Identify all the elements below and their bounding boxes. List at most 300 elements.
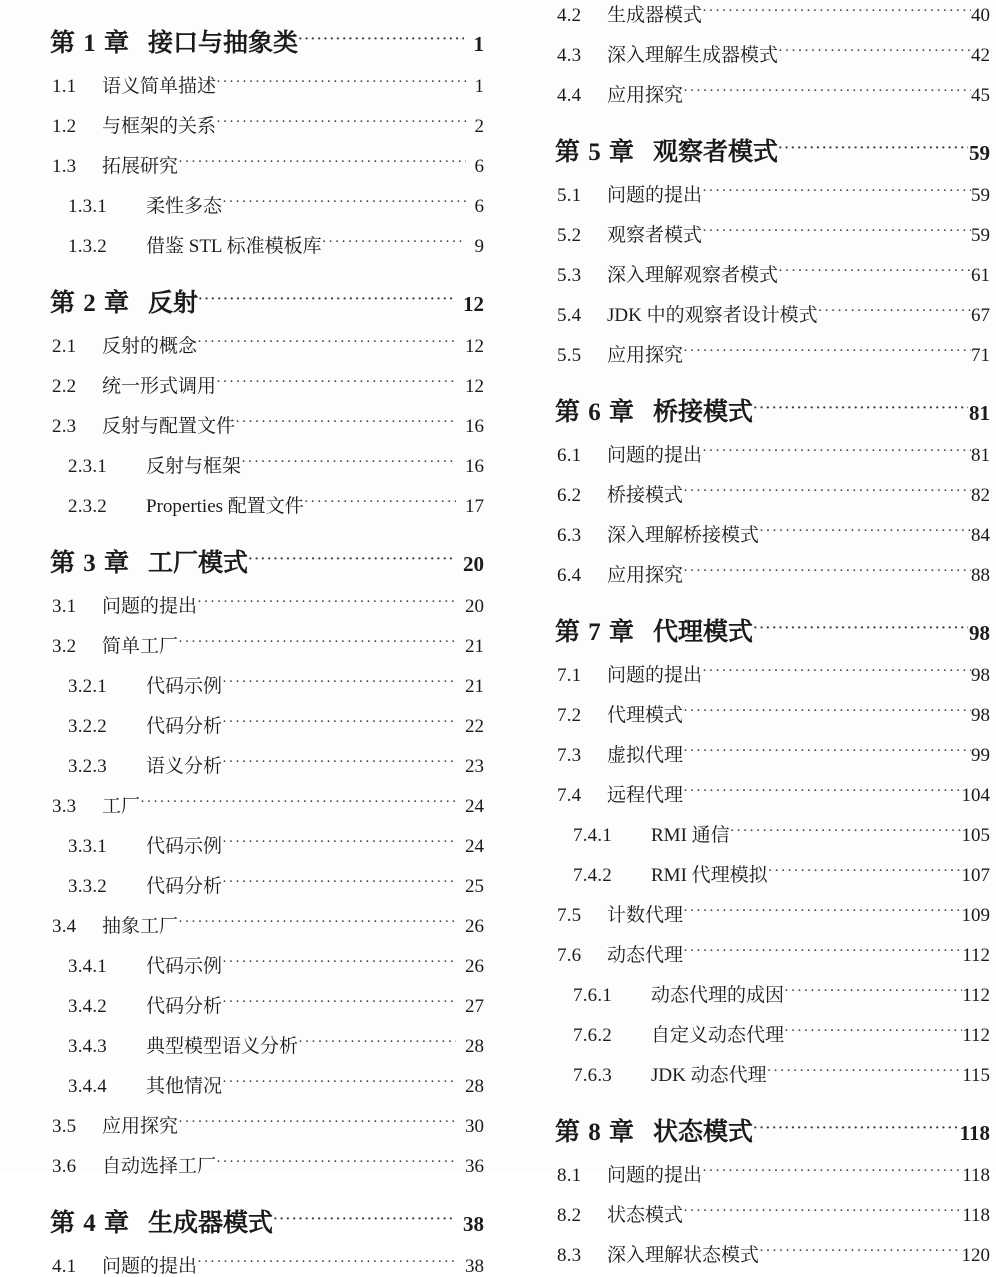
toc-chapter-row[interactable] xyxy=(555,135,990,165)
toc-entry-title: 反射与配置文件 xyxy=(102,416,236,437)
toc-entry-title: 柔性多态 xyxy=(146,196,223,217)
toc-page-number: 61 xyxy=(971,265,990,286)
toc-entry-title: Properties 配置文件 xyxy=(146,496,304,517)
toc-entry-title: 桥接模式 xyxy=(653,399,754,426)
toc-entry-title: 代码分析 xyxy=(146,876,223,897)
toc-entry-number: 3.4.3 xyxy=(68,1036,107,1057)
toc-page-number: 98 xyxy=(969,621,990,645)
toc-dot-leader xyxy=(197,1253,456,1272)
toc-entry-number: 3.6 xyxy=(52,1156,77,1177)
toc-entry-row[interactable] xyxy=(50,1073,484,1096)
toc-entry-row[interactable] xyxy=(50,833,484,856)
toc-page-number: 112 xyxy=(962,1025,990,1046)
toc-dot-leader xyxy=(222,833,456,852)
toc-entry-row[interactable] xyxy=(555,942,990,965)
toc-page-number: 16 xyxy=(465,416,484,437)
toc-entry-number: 3.4.1 xyxy=(68,956,107,977)
toc-dot-leader xyxy=(241,453,456,472)
toc-dot-leader xyxy=(778,42,971,61)
toc-entry-title: 代理模式 xyxy=(607,705,684,726)
toc-entry-number: 4.3 xyxy=(557,45,582,66)
toc-entry-number: 2.3 xyxy=(52,416,77,437)
toc-page-number: 99 xyxy=(971,745,990,766)
toc-entry-title: 问题的提出 xyxy=(607,185,703,206)
toc-entry-title: 拓展研究 xyxy=(102,156,179,177)
toc-entry-number: 7.3 xyxy=(557,745,582,766)
toc-page-number: 104 xyxy=(961,785,990,806)
toc-dot-leader xyxy=(198,286,453,311)
toc-entry-row[interactable] xyxy=(555,1062,990,1085)
toc-dot-leader xyxy=(216,113,465,132)
toc-entry-title: 深入理解桥接模式 xyxy=(607,525,760,546)
toc-page-number: 36 xyxy=(465,1156,484,1177)
toc-entry-row[interactable] xyxy=(555,42,990,65)
toc-entry-number: 7.5 xyxy=(557,905,582,926)
toc-dot-leader xyxy=(702,662,971,681)
toc-entry-title: 代码分析 xyxy=(146,996,223,1017)
toc-dot-leader xyxy=(197,333,456,352)
toc-page-number: 98 xyxy=(971,665,990,686)
toc-entry-number: 第 8 章 xyxy=(555,1119,636,1146)
toc-page-number: 118 xyxy=(959,1121,990,1145)
toc-chapter-row[interactable] xyxy=(555,1115,990,1145)
toc-entry-number: 2.3.2 xyxy=(68,496,107,517)
toc-entry-row[interactable] xyxy=(555,1162,990,1185)
toc-entry-number: 4.4 xyxy=(557,85,582,106)
toc-entry-row[interactable] xyxy=(50,993,484,1016)
toc-page-number: 45 xyxy=(971,85,990,106)
toc-dot-leader xyxy=(222,1073,456,1092)
toc-page-number: 109 xyxy=(961,905,990,926)
toc-dot-leader xyxy=(216,1153,456,1172)
toc-column-right xyxy=(500,0,996,1266)
toc-entry-row[interactable] xyxy=(555,562,990,585)
toc-dot-leader xyxy=(702,2,971,21)
toc-entry-title: 工厂 xyxy=(102,796,141,817)
toc-entry-row[interactable] xyxy=(50,593,484,616)
toc-page-number: 9 xyxy=(474,236,484,257)
toc-entry-row[interactable] xyxy=(50,1253,484,1276)
toc-entry-title: JDK 中的观察者设计模式 xyxy=(607,305,818,326)
toc-page-number: 118 xyxy=(962,1165,990,1186)
toc-dot-leader xyxy=(222,993,456,1012)
toc-dot-leader xyxy=(778,135,968,160)
toc-entry-title: 远程代理 xyxy=(607,785,684,806)
toc-page-number: 1 xyxy=(474,76,484,97)
toc-entry-number: 7.4 xyxy=(557,785,582,806)
toc-dot-leader xyxy=(784,1022,962,1041)
toc-entry-row[interactable] xyxy=(50,1113,484,1136)
toc-dot-leader xyxy=(702,1162,962,1181)
toc-dot-leader xyxy=(235,413,456,432)
toc-chapter-row[interactable] xyxy=(50,26,484,56)
toc-entry-title: 应用探究 xyxy=(607,565,684,586)
toc-page-number: 25 xyxy=(465,876,484,897)
toc-entry-row[interactable] xyxy=(555,262,990,285)
toc-page-number: 20 xyxy=(465,596,484,617)
toc-dot-leader xyxy=(178,1113,456,1132)
toc-dot-leader xyxy=(222,873,456,892)
toc-entry-title: 生成器模式 xyxy=(607,5,703,26)
toc-entry-title: 问题的提出 xyxy=(102,596,198,617)
toc-entry-number: 第 6 章 xyxy=(555,399,636,426)
toc-dot-leader xyxy=(304,493,456,512)
toc-entry-title: 动态代理 xyxy=(607,945,684,966)
toc-entry-row[interactable] xyxy=(555,1202,990,1225)
toc-entry-number: 3.2.3 xyxy=(68,756,107,777)
toc-dot-leader xyxy=(753,1115,959,1140)
toc-page-number: 23 xyxy=(465,756,484,777)
toc-dot-leader xyxy=(298,26,463,51)
toc-entry-title: 接口与抽象类 xyxy=(148,30,299,57)
toc-entry-title: 生成器模式 xyxy=(148,1210,274,1237)
toc-page-number: 27 xyxy=(465,996,484,1017)
toc-dot-leader xyxy=(216,73,465,92)
toc-page-number: 67 xyxy=(971,305,990,326)
toc-page-number: 20 xyxy=(463,552,484,576)
toc-entry-title: 问题的提出 xyxy=(607,1165,703,1186)
toc-entry-row[interactable] xyxy=(555,742,990,765)
toc-entry-number: 3.3.2 xyxy=(68,876,107,897)
toc-entry-title: 观察者模式 xyxy=(653,139,779,166)
toc-page-number: 22 xyxy=(465,716,484,737)
toc-page-number: 112 xyxy=(962,985,990,1006)
toc-entry-number: 7.6 xyxy=(557,945,582,966)
toc-entry-title: 反射的概念 xyxy=(102,336,198,357)
toc-entry-title: 桥接模式 xyxy=(607,485,684,506)
toc-dot-leader xyxy=(222,713,456,732)
toc-dot-leader xyxy=(197,593,456,612)
toc-page-number: 112 xyxy=(962,945,990,966)
toc-page-number: 12 xyxy=(463,292,484,316)
toc-entry-row[interactable] xyxy=(50,413,484,436)
toc-entry-title: 抽象工厂 xyxy=(102,916,179,937)
toc-page-number: 88 xyxy=(971,565,990,586)
toc-dot-leader xyxy=(702,182,971,201)
toc-entry-title: 深入理解生成器模式 xyxy=(607,45,779,66)
toc-entry-row[interactable] xyxy=(555,982,990,1005)
toc-entry-number: 3.5 xyxy=(52,1116,77,1137)
toc-entry-number: 5.1 xyxy=(557,185,582,206)
toc-entry-title: 应用探究 xyxy=(607,345,684,366)
toc-entry-number: 5.4 xyxy=(557,305,582,326)
toc-entry-row[interactable] xyxy=(50,793,484,816)
toc-entry-row[interactable] xyxy=(50,713,484,736)
toc-page-number: 6 xyxy=(474,156,484,177)
toc-dot-leader xyxy=(683,482,971,501)
toc-entry-title: 问题的提出 xyxy=(102,1256,198,1277)
toc-entry-title: 代码分析 xyxy=(146,716,223,737)
toc-page-number: 71 xyxy=(971,345,990,366)
toc-entry-number: 1.3.2 xyxy=(68,236,107,257)
toc-entry-number: 6.2 xyxy=(557,485,582,506)
toc-dot-leader xyxy=(178,153,465,172)
toc-page-number: 38 xyxy=(463,1212,484,1236)
toc-entry-row[interactable] xyxy=(50,73,484,96)
toc-entry-number: 3.3 xyxy=(52,796,77,817)
toc-entry-number: 7.4.1 xyxy=(573,825,612,846)
toc-page-number: 17 xyxy=(465,496,484,517)
toc-entry-number: 5.5 xyxy=(557,345,582,366)
toc-dot-leader xyxy=(702,222,971,241)
toc-dot-leader xyxy=(140,793,456,812)
toc-entry-row[interactable] xyxy=(50,953,484,976)
toc-entry-number: 4.2 xyxy=(557,5,582,26)
toc-entry-number: 7.6.2 xyxy=(573,1025,612,1046)
toc-entry-number: 7.6.1 xyxy=(573,985,612,1006)
toc-dot-leader xyxy=(778,262,971,281)
toc-entry-title: 虚拟代理 xyxy=(607,745,684,766)
toc-entry-title: 应用探究 xyxy=(102,1116,179,1137)
toc-entry-number: 第 1 章 xyxy=(50,30,131,57)
toc-entry-row[interactable] xyxy=(50,1033,484,1056)
toc-entry-number: 8.3 xyxy=(557,1245,582,1266)
toc-dot-leader xyxy=(683,562,971,581)
toc-entry-number: 1.1 xyxy=(52,76,77,97)
toc-dot-leader xyxy=(683,1202,962,1221)
toc-entry-row[interactable] xyxy=(555,902,990,925)
toc-dot-leader xyxy=(683,702,971,721)
toc-dot-leader xyxy=(768,862,962,881)
toc-entry-number: 3.2 xyxy=(52,636,77,657)
toc-entry-title: 语义分析 xyxy=(146,756,223,777)
toc-entry-title: JDK 动态代理 xyxy=(651,1065,767,1086)
toc-entry-title: 自动选择工厂 xyxy=(102,1156,217,1177)
toc-page-number: 59 xyxy=(969,141,990,165)
toc-page-number: 105 xyxy=(961,825,990,846)
toc-dot-leader xyxy=(767,1062,963,1081)
toc-entry-row[interactable] xyxy=(50,753,484,776)
toc-entry-number: 1.3 xyxy=(52,156,77,177)
toc-dot-leader xyxy=(683,82,971,101)
toc-entry-row[interactable] xyxy=(555,342,990,365)
toc-page-number: 30 xyxy=(465,1116,484,1137)
toc-page-number: 115 xyxy=(962,1065,990,1086)
toc-entry-title: 代码示例 xyxy=(146,836,223,857)
toc-entry-row[interactable] xyxy=(555,662,990,685)
toc-entry-number: 7.1 xyxy=(557,665,582,686)
toc-entry-title: 应用探究 xyxy=(607,85,684,106)
toc-entry-title: 与框架的关系 xyxy=(102,116,217,137)
toc-entry-number: 3.2.1 xyxy=(68,676,107,697)
toc-entry-number: 3.1 xyxy=(52,596,77,617)
toc-page-number: 120 xyxy=(961,1245,990,1266)
toc-dot-leader xyxy=(683,342,971,361)
toc-dot-leader xyxy=(298,1033,456,1052)
toc-page-number: 28 xyxy=(465,1036,484,1057)
toc-entry-title: 工厂模式 xyxy=(148,550,249,577)
toc-dot-leader xyxy=(759,1242,961,1261)
toc-page-number: 81 xyxy=(969,401,990,425)
toc-entry-row[interactable] xyxy=(50,233,484,256)
toc-dot-leader xyxy=(248,546,453,571)
toc-entry-number: 5.2 xyxy=(557,225,582,246)
toc-entry-title: 代码示例 xyxy=(146,676,223,697)
toc-entry-row[interactable] xyxy=(50,193,484,216)
toc-entry-row[interactable] xyxy=(50,153,484,176)
toc-entry-row[interactable] xyxy=(555,222,990,245)
toc-entry-number: 6.1 xyxy=(557,445,582,466)
toc-entry-row[interactable] xyxy=(555,442,990,465)
toc-entry-number: 4.1 xyxy=(52,1256,77,1277)
toc-entry-number: 8.2 xyxy=(557,1205,582,1226)
toc-entry-number: 7.2 xyxy=(557,705,582,726)
toc-dot-leader xyxy=(273,1206,453,1231)
toc-entry-number: 2.2 xyxy=(52,376,77,397)
toc-page-number: 84 xyxy=(971,525,990,546)
toc-entry-title: 观察者模式 xyxy=(607,225,703,246)
toc-page-number: 6 xyxy=(474,196,484,217)
toc-page-number: 38 xyxy=(465,1256,484,1277)
toc-dot-leader xyxy=(222,753,456,772)
toc-entry-title: 动态代理的成因 xyxy=(651,985,785,1006)
toc-entry-title: 反射与框架 xyxy=(146,456,242,477)
toc-dot-leader xyxy=(818,302,971,321)
toc-entry-number: 第 5 章 xyxy=(555,139,636,166)
toc-page-number: 26 xyxy=(465,956,484,977)
toc-page-number: 24 xyxy=(465,796,484,817)
toc-chapter-row[interactable] xyxy=(555,615,990,645)
toc-entry-row[interactable] xyxy=(50,633,484,656)
toc-page-number: 40 xyxy=(971,5,990,26)
toc-entry-row[interactable] xyxy=(555,1242,990,1265)
toc-entry-row[interactable] xyxy=(555,2,990,25)
toc-page-number: 59 xyxy=(971,185,990,206)
toc-entry-title: 反射 xyxy=(148,290,199,317)
toc-entry-row[interactable] xyxy=(50,373,484,396)
toc-entry-number: 第 3 章 xyxy=(50,550,131,577)
toc-dot-leader xyxy=(759,522,971,541)
toc-dot-leader xyxy=(784,982,962,1001)
toc-chapter-row[interactable] xyxy=(50,286,484,316)
toc-entry-number: 2.3.1 xyxy=(68,456,107,477)
toc-entry-number: 1.3.1 xyxy=(68,196,107,217)
toc-entry-title: 代码示例 xyxy=(146,956,223,977)
toc-entry-row[interactable] xyxy=(555,862,990,885)
toc-dot-leader xyxy=(222,673,456,692)
toc-entry-number: 第 2 章 xyxy=(50,290,131,317)
toc-entry-row[interactable] xyxy=(555,482,990,505)
toc-entry-number: 3.2.2 xyxy=(68,716,107,737)
toc-dot-leader xyxy=(683,942,962,961)
toc-entry-row[interactable] xyxy=(50,673,484,696)
toc-page-number: 21 xyxy=(465,676,484,697)
toc-page-number: 107 xyxy=(961,865,990,886)
toc-entry-row[interactable] xyxy=(50,913,484,936)
toc-entry-number: 5.3 xyxy=(557,265,582,286)
toc-entry-number: 6.4 xyxy=(557,565,582,586)
toc-entry-row[interactable] xyxy=(555,1022,990,1045)
toc-entry-row[interactable] xyxy=(555,302,990,325)
toc-entry-title: 问题的提出 xyxy=(607,445,703,466)
toc-entry-number: 第 4 章 xyxy=(50,1210,131,1237)
toc-page-number: 59 xyxy=(971,225,990,246)
toc-entry-title: 统一形式调用 xyxy=(102,376,217,397)
toc-dot-leader xyxy=(702,442,971,461)
toc-dot-leader xyxy=(683,742,971,761)
toc-entry-number: 2.1 xyxy=(52,336,77,357)
toc-dot-leader xyxy=(753,395,968,420)
toc-page-number: 81 xyxy=(971,445,990,466)
toc-dot-leader xyxy=(683,782,961,801)
toc-entry-row[interactable] xyxy=(50,493,484,516)
toc-entry-row[interactable] xyxy=(50,873,484,896)
toc-entry-number: 3.3.1 xyxy=(68,836,107,857)
toc-page-number: 24 xyxy=(465,836,484,857)
toc-page-number: 2 xyxy=(474,116,484,137)
toc-entry-title: 简单工厂 xyxy=(102,636,179,657)
toc-entry-row[interactable] xyxy=(555,702,990,725)
toc-page-number: 12 xyxy=(465,376,484,397)
toc-page-number: 1 xyxy=(473,32,484,56)
toc-dot-leader xyxy=(222,953,456,972)
toc-dot-leader xyxy=(216,373,456,392)
toc-page-number: 21 xyxy=(465,636,484,657)
toc-entry-title: 深入理解状态模式 xyxy=(607,1245,760,1266)
toc-entry-title: 其他情况 xyxy=(146,1076,223,1097)
toc-entry-title: 状态模式 xyxy=(653,1119,754,1146)
toc-entry-row[interactable] xyxy=(555,82,990,105)
toc-dot-leader xyxy=(753,615,968,640)
toc-page-number: 26 xyxy=(465,916,484,937)
toc-page-number: 12 xyxy=(465,336,484,357)
toc-entry-number: 3.4.2 xyxy=(68,996,107,1017)
toc-entry-row[interactable] xyxy=(555,782,990,805)
toc-chapter-row[interactable] xyxy=(50,546,484,576)
toc-entry-title: 典型模型语义分析 xyxy=(146,1036,299,1057)
toc-chapter-row[interactable] xyxy=(50,1206,484,1236)
toc-page-number: 118 xyxy=(962,1205,990,1226)
toc-dot-leader xyxy=(683,902,961,921)
toc-dot-leader xyxy=(730,822,962,841)
toc-dot-leader xyxy=(322,233,466,252)
toc-dot-leader xyxy=(178,913,456,932)
toc-entry-number: 3.4.4 xyxy=(68,1076,107,1097)
toc-entry-title: 状态模式 xyxy=(607,1205,684,1226)
toc-entry-row[interactable] xyxy=(50,113,484,136)
toc-entry-number: 6.3 xyxy=(557,525,582,546)
toc-entry-title: 语义简单描述 xyxy=(102,76,217,97)
toc-entry-title: RMI 代理模拟 xyxy=(651,865,768,886)
toc-page-number: 42 xyxy=(971,45,990,66)
toc-page-number: 98 xyxy=(971,705,990,726)
toc-entry-row[interactable] xyxy=(555,822,990,845)
toc-entry-number: 第 7 章 xyxy=(555,619,636,646)
toc-entry-number: 3.4 xyxy=(52,916,77,937)
toc-chapter-row[interactable] xyxy=(555,395,990,425)
toc-entry-row[interactable] xyxy=(555,182,990,205)
toc-entry-number: 1.2 xyxy=(52,116,77,137)
toc-page-number: 16 xyxy=(465,456,484,477)
toc-entry-title: 自定义动态代理 xyxy=(651,1025,785,1046)
toc-entry-number: 7.4.2 xyxy=(573,865,612,886)
toc-entry-title: 代理模式 xyxy=(653,619,754,646)
toc-page-number: 82 xyxy=(971,485,990,506)
toc-entry-number: 8.1 xyxy=(557,1165,582,1186)
toc-dot-leader xyxy=(222,193,465,212)
toc-entry-row[interactable] xyxy=(50,453,484,476)
toc-dot-leader xyxy=(178,633,456,652)
toc-page-number: 28 xyxy=(465,1076,484,1097)
toc-entry-title: 借鉴 STL 标准模板库 xyxy=(146,236,322,257)
toc-entry-title: 深入理解观察者模式 xyxy=(607,265,779,286)
toc-entry-title: RMI 通信 xyxy=(651,825,730,846)
toc-entry-row[interactable] xyxy=(50,333,484,356)
toc-entry-title: 问题的提出 xyxy=(607,665,703,686)
toc-entry-number: 7.6.3 xyxy=(573,1065,612,1086)
toc-entry-title: 计数代理 xyxy=(607,905,684,926)
toc-entry-row[interactable] xyxy=(555,522,990,545)
